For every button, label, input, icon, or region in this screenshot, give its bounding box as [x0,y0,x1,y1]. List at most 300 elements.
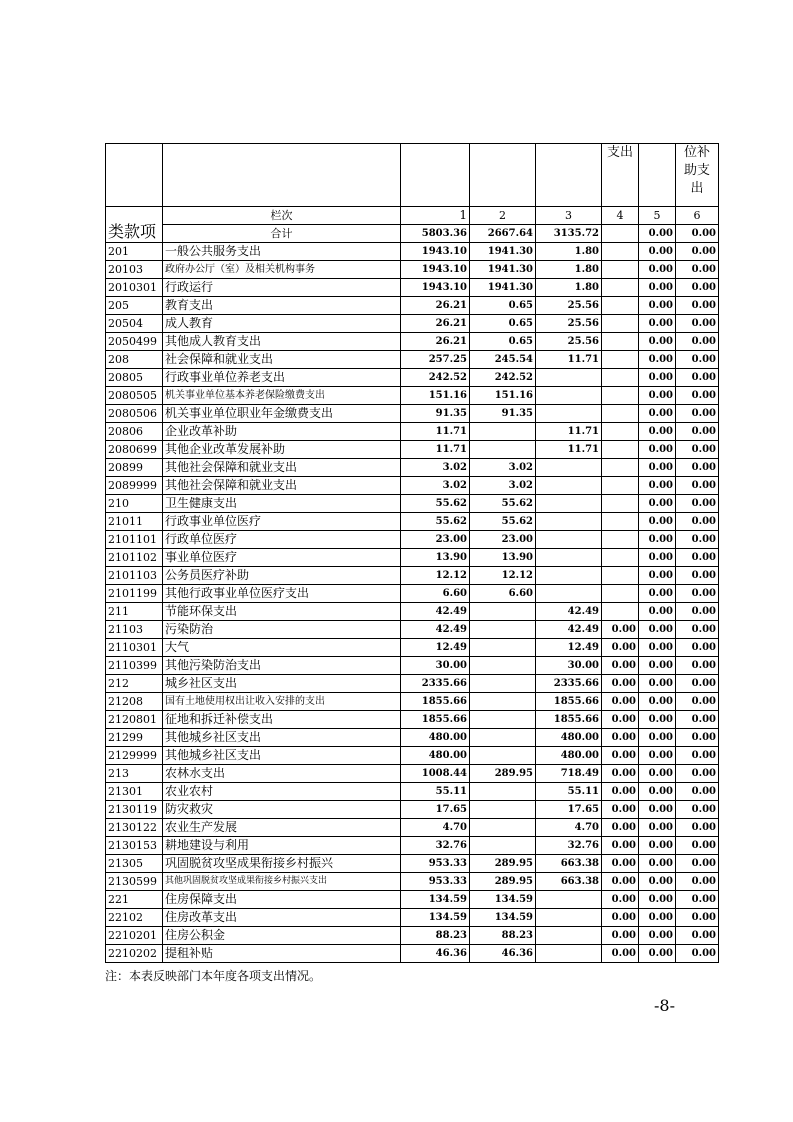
total-value-5: 0.00 [639,225,676,243]
row-name: 住房保障支出 [163,891,401,909]
row-value-3 [536,513,602,531]
row-value-4 [602,405,639,423]
row-code: 2089999 [106,477,163,495]
row-value-1: 4.70 [401,819,470,837]
row-value-3 [536,945,602,963]
table-row [106,513,719,531]
row-name: 行政单位医疗 [163,531,401,549]
row-value-1: 134.59 [401,891,470,909]
row-value-2: 151.16 [470,387,536,405]
col-num-1: 1 [401,207,470,225]
row-value-4 [602,261,639,279]
lanci-label: 栏次 [163,207,401,225]
row-value-1: 953.33 [401,855,470,873]
row-value-4 [602,495,639,513]
row-value-6: 0.00 [676,369,719,387]
row-value-6: 0.00 [676,783,719,801]
row-value-6: 0.00 [676,261,719,279]
header-col6-title [676,144,719,207]
row-value-4 [602,603,639,621]
row-value-4: 0.00 [602,711,639,729]
row-value-1: 1855.66 [401,711,470,729]
row-value-2: 134.59 [470,909,536,927]
row-name: 提租补贴 [163,945,401,963]
row-value-2 [470,711,536,729]
row-value-5: 0.00 [639,837,676,855]
row-value-6: 0.00 [676,531,719,549]
table-row [106,711,719,729]
row-value-5: 0.00 [639,693,676,711]
row-value-6: 0.00 [676,693,719,711]
row-value-4 [602,315,639,333]
row-name: 污染防治 [163,621,401,639]
row-code: 21208 [106,693,163,711]
row-value-3: 480.00 [536,729,602,747]
table-row [106,657,719,675]
table-row [106,585,719,603]
row-code: 2080505 [106,387,163,405]
row-value-2 [470,639,536,657]
col-num-4: 4 [602,207,639,225]
table-row [106,801,719,819]
row-code: 210 [106,495,163,513]
row-value-2: 0.65 [470,297,536,315]
table-row [106,675,719,693]
row-value-1: 2335.66 [401,675,470,693]
row-value-4 [602,297,639,315]
row-value-5: 0.00 [639,747,676,765]
row-value-1: 55.62 [401,495,470,513]
header-col2 [470,144,536,207]
row-value-6: 0.00 [676,675,719,693]
row-value-5: 0.00 [639,261,676,279]
row-value-1: 1943.10 [401,279,470,297]
total-value-4 [602,225,639,243]
row-name: 其他成人教育支出 [163,333,401,351]
table-row [106,297,719,315]
row-code: 22102 [106,909,163,927]
row-value-3: 480.00 [536,747,602,765]
row-value-4: 0.00 [602,873,639,891]
row-value-2 [470,747,536,765]
row-value-5: 0.00 [639,441,676,459]
col-num-5: 5 [639,207,676,225]
row-value-3: 1855.66 [536,711,602,729]
header-col5 [639,144,676,207]
row-value-6: 0.00 [676,423,719,441]
row-name: 耕地建设与利用 [163,837,401,855]
row-value-4 [602,459,639,477]
row-value-5: 0.00 [639,315,676,333]
row-code: 2130119 [106,801,163,819]
row-value-3: 30.00 [536,657,602,675]
row-value-4 [602,243,639,261]
row-value-5: 0.00 [639,783,676,801]
row-value-2 [470,675,536,693]
row-value-6: 0.00 [676,387,719,405]
row-value-5: 0.00 [639,909,676,927]
row-value-6: 0.00 [676,441,719,459]
row-value-5: 0.00 [639,801,676,819]
row-value-5: 0.00 [639,369,676,387]
row-value-1: 11.71 [401,423,470,441]
row-value-1: 257.25 [401,351,470,369]
row-name: 农业生产发展 [163,819,401,837]
row-value-4 [602,531,639,549]
row-value-4 [602,351,639,369]
row-value-2: 289.95 [470,855,536,873]
row-value-4 [602,513,639,531]
row-value-5: 0.00 [639,567,676,585]
row-value-6: 0.00 [676,891,719,909]
row-value-1: 151.16 [401,387,470,405]
table-row [106,765,719,783]
row-code: 2010301 [106,279,163,297]
row-value-2: 289.95 [470,873,536,891]
row-name: 其他社会保障和就业支出 [163,477,401,495]
row-value-1: 6.60 [401,585,470,603]
row-code: 221 [106,891,163,909]
table-row [106,873,719,891]
header-row [106,144,719,207]
header-col6-line2: 助支 [683,163,710,178]
row-value-1: 953.33 [401,873,470,891]
row-value-3 [536,495,602,513]
col-num-2: 2 [470,207,536,225]
row-value-3 [536,549,602,567]
table-row [106,315,719,333]
table-row [106,261,719,279]
col-num-3: 3 [536,207,602,225]
row-value-5: 0.00 [639,279,676,297]
row-value-4: 0.00 [602,891,639,909]
row-value-1: 55.11 [401,783,470,801]
row-name: 农林水支出 [163,765,401,783]
row-value-5: 0.00 [639,711,676,729]
row-name: 其他企业改革发展补助 [163,441,401,459]
row-value-6: 0.00 [676,351,719,369]
row-value-4: 0.00 [602,819,639,837]
row-value-6: 0.00 [676,315,719,333]
row-value-1: 26.21 [401,315,470,333]
row-value-3: 2335.66 [536,675,602,693]
row-value-5: 0.00 [639,891,676,909]
row-value-3: 12.49 [536,639,602,657]
row-value-2: 88.23 [470,927,536,945]
row-value-6: 0.00 [676,945,719,963]
row-value-2: 1941.30 [470,243,536,261]
row-name: 机关事业单位基本养老保险缴费支出 [163,387,401,405]
row-value-5: 0.00 [639,729,676,747]
row-value-1: 46.36 [401,945,470,963]
table-row [106,783,719,801]
table-row [106,747,719,765]
row-value-1: 55.62 [401,513,470,531]
row-value-6: 0.00 [676,621,719,639]
table-row [106,441,719,459]
row-value-1: 88.23 [401,927,470,945]
row-code: 2130153 [106,837,163,855]
row-value-1: 26.21 [401,297,470,315]
row-code: 21011 [106,513,163,531]
row-code: 21299 [106,729,163,747]
row-value-1: 480.00 [401,729,470,747]
row-code: 2110399 [106,657,163,675]
row-value-6: 0.00 [676,927,719,945]
total-row [106,225,719,243]
row-name: 其他行政事业单位医疗支出 [163,585,401,603]
row-value-2 [470,819,536,837]
row-value-6: 0.00 [676,837,719,855]
row-value-5: 0.00 [639,495,676,513]
row-code: 212 [106,675,163,693]
table-row [106,729,719,747]
row-code: 20899 [106,459,163,477]
row-code: 20504 [106,315,163,333]
row-name: 成人教育 [163,315,401,333]
footnote: 注：本表反映部门本年度各项支出情况。 [105,969,322,983]
row-value-4: 0.00 [602,837,639,855]
row-name: 其他城乡社区支出 [163,729,401,747]
table-row [106,531,719,549]
row-code: 20806 [106,423,163,441]
row-value-1: 3.02 [401,459,470,477]
row-value-4: 0.00 [602,765,639,783]
row-value-2: 6.60 [470,585,536,603]
total-label: 合计 [163,225,401,243]
table-row [106,909,719,927]
row-code: 21103 [106,621,163,639]
row-value-2: 1941.30 [470,261,536,279]
row-value-6: 0.00 [676,405,719,423]
header-col3 [536,144,602,207]
row-value-4: 0.00 [602,855,639,873]
page-number: -8- [654,996,675,1015]
row-value-2 [470,621,536,639]
row-value-6: 0.00 [676,297,719,315]
row-value-1: 480.00 [401,747,470,765]
row-value-2: 0.65 [470,333,536,351]
row-value-6: 0.00 [676,585,719,603]
row-value-2 [470,423,536,441]
row-code: 20103 [106,261,163,279]
table-row [106,567,719,585]
row-value-1: 23.00 [401,531,470,549]
row-value-4: 0.00 [602,693,639,711]
row-code: 2101101 [106,531,163,549]
row-value-3: 25.56 [536,333,602,351]
row-value-2: 55.62 [470,495,536,513]
row-value-2: 134.59 [470,891,536,909]
table-row [106,279,719,297]
row-code: 2130599 [106,873,163,891]
row-code: 205 [106,297,163,315]
row-value-5: 0.00 [639,351,676,369]
row-value-5: 0.00 [639,657,676,675]
row-value-1: 12.49 [401,639,470,657]
row-value-4 [602,387,639,405]
total-value-1: 5803.36 [401,225,470,243]
header-col1 [401,144,470,207]
row-code: 201 [106,243,163,261]
row-name: 其他污染防治支出 [163,657,401,675]
row-value-5: 0.00 [639,423,676,441]
row-value-4: 0.00 [602,747,639,765]
table-row [106,945,719,963]
row-name: 其他社会保障和就业支出 [163,459,401,477]
row-name: 住房公积金 [163,927,401,945]
row-value-2: 245.54 [470,351,536,369]
row-value-4 [602,585,639,603]
row-value-5: 0.00 [639,819,676,837]
row-code: 2110301 [106,639,163,657]
row-value-2: 242.52 [470,369,536,387]
table-row [106,423,719,441]
row-value-6: 0.00 [676,711,719,729]
row-value-3 [536,909,602,927]
row-value-4 [602,423,639,441]
row-value-5: 0.00 [639,549,676,567]
kind-labels: 类款项 [106,207,163,243]
row-value-3: 1855.66 [536,693,602,711]
row-value-3: 55.11 [536,783,602,801]
row-value-6: 0.00 [676,729,719,747]
row-code: 2130122 [106,819,163,837]
row-value-2: 3.02 [470,477,536,495]
row-value-4: 0.00 [602,639,639,657]
row-value-2 [470,801,536,819]
row-value-3: 1.80 [536,261,602,279]
row-name: 节能环保支出 [163,603,401,621]
header-col6-line3: 出 [690,181,704,196]
row-code: 2101102 [106,549,163,567]
header-col6-line1: 位补 [683,145,710,160]
table-row [106,369,719,387]
row-value-3: 11.71 [536,351,602,369]
row-value-6: 0.00 [676,819,719,837]
table-row [106,495,719,513]
table-row [106,243,719,261]
row-name: 卫生健康支出 [163,495,401,513]
row-name: 城乡社区支出 [163,675,401,693]
col-num-6: 6 [676,207,719,225]
row-value-6: 0.00 [676,333,719,351]
table-row [106,351,719,369]
table-row [106,891,719,909]
row-value-3: 25.56 [536,297,602,315]
column-number-row [106,207,719,225]
row-value-5: 0.00 [639,945,676,963]
row-name: 政府办公厅（室）及相关机构事务 [163,261,401,279]
row-value-5: 0.00 [639,639,676,657]
row-code: 21305 [106,855,163,873]
row-value-5: 0.00 [639,675,676,693]
row-name: 巩固脱贫攻坚成果衔接乡村振兴 [163,855,401,873]
row-name: 农业农村 [163,783,401,801]
row-value-5: 0.00 [639,459,676,477]
row-code: 2050499 [106,333,163,351]
row-name: 其他城乡社区支出 [163,747,401,765]
row-name: 公务员医疗补助 [163,567,401,585]
row-value-4: 0.00 [602,729,639,747]
row-value-5: 0.00 [639,603,676,621]
row-value-6: 0.00 [676,567,719,585]
row-value-4 [602,333,639,351]
row-value-6: 0.00 [676,657,719,675]
row-value-2: 23.00 [470,531,536,549]
row-name: 大气 [163,639,401,657]
header-blank-name [163,144,401,207]
row-value-3: 663.38 [536,873,602,891]
row-value-3: 17.65 [536,801,602,819]
row-value-1: 12.12 [401,567,470,585]
row-value-3: 42.49 [536,603,602,621]
row-value-3: 718.49 [536,765,602,783]
row-value-1: 11.71 [401,441,470,459]
row-code: 2120801 [106,711,163,729]
row-value-5: 0.00 [639,333,676,351]
row-value-1: 26.21 [401,333,470,351]
header-blank-code [106,144,163,207]
row-value-6: 0.00 [676,801,719,819]
row-value-2: 289.95 [470,765,536,783]
table-row [106,693,719,711]
row-value-1: 42.49 [401,621,470,639]
row-name: 行政事业单位养老支出 [163,369,401,387]
row-value-3: 11.71 [536,423,602,441]
row-value-4 [602,549,639,567]
row-value-4: 0.00 [602,783,639,801]
row-code: 2129999 [106,747,163,765]
row-code: 21301 [106,783,163,801]
row-code: 208 [106,351,163,369]
table-row [106,387,719,405]
row-value-6: 0.00 [676,747,719,765]
row-value-5: 0.00 [639,477,676,495]
row-code: 2210201 [106,927,163,945]
row-value-1: 13.90 [401,549,470,567]
table-row [106,549,719,567]
row-value-6: 0.00 [676,765,719,783]
row-value-6: 0.00 [676,873,719,891]
row-value-2: 91.35 [470,405,536,423]
row-value-1: 1855.66 [401,693,470,711]
row-value-4 [602,279,639,297]
row-value-5: 0.00 [639,765,676,783]
table-row [106,477,719,495]
row-value-3 [536,405,602,423]
row-value-4 [602,369,639,387]
row-value-6: 0.00 [676,279,719,297]
row-value-3 [536,387,602,405]
row-value-2 [470,657,536,675]
row-value-3: 663.38 [536,855,602,873]
row-value-3: 1.80 [536,279,602,297]
row-value-4: 0.00 [602,621,639,639]
row-name: 国有土地使用权出让收入安排的支出 [163,693,401,711]
row-value-3 [536,567,602,585]
table-row [106,927,719,945]
row-name: 教育支出 [163,297,401,315]
row-value-1: 3.02 [401,477,470,495]
row-code: 2101199 [106,585,163,603]
row-value-6: 0.00 [676,459,719,477]
row-value-4: 0.00 [602,801,639,819]
row-value-6: 0.00 [676,603,719,621]
table-row [106,621,719,639]
table-row [106,819,719,837]
row-value-4: 0.00 [602,909,639,927]
